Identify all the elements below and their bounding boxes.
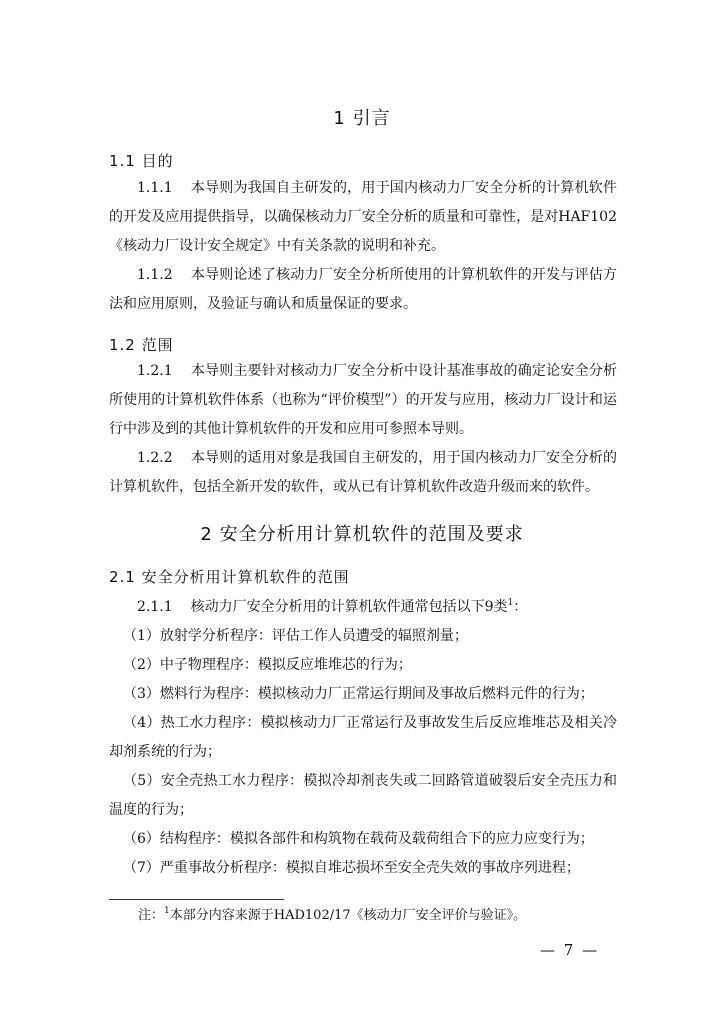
footnote-marker: 1 <box>507 598 514 608</box>
paragraph-end: ： <box>513 599 528 615</box>
chapter-1-title: 1 引言 <box>333 108 391 129</box>
paragraph-text: 核动力厂安全分析用的计算机软件通常包括以下9类 <box>190 599 508 615</box>
paragraph-1-1-2 <box>109 261 617 319</box>
paragraph-text: 本导则的适用对象是我国自主研发的，用于国内核动力厂安全分析的计算机软件，包括全新开发的软件，或从已有计算机软件改造升级而来的软件。 <box>109 450 617 495</box>
section-2-1-heading: 2.1 安全分析用计算机软件的范围 <box>109 568 350 586</box>
clause-number: 1.1.1 <box>137 180 173 196</box>
footnote-divider <box>109 899 284 900</box>
paragraph-text: 本导则主要针对核动力厂安全分析中设计基准事故的确定论安全分析所使用的计算机软件体系（也称为“评价模型”）的开发与应用，核动力厂设计和运行中涉及到的其他计算机软件的开发和应用可参照本导则。 <box>109 363 617 437</box>
chapter-2-title: 2 安全分析用计算机软件的范围及要求 <box>200 524 524 545</box>
footnote-text: 本部分内容来源于HAD102/17《核动力厂安全评价与验证》。 <box>169 908 527 923</box>
section-1-1-heading: 1.1 目的 <box>109 152 174 170</box>
paragraph-2-1-1 <box>109 593 617 622</box>
list-item: （5）安全壳热工水力程序：模拟冷却剂丧失或二回路管道破裂后安全壳压力和温度的行为； <box>109 773 617 818</box>
page-number: — 7 — <box>540 941 600 959</box>
list-item: （1）放射学分析程序：评估工作人员遭受的辐照剂量； <box>123 628 468 644</box>
clause-number: 1.1.2 <box>137 267 173 283</box>
footnote-number: 1 <box>164 906 170 916</box>
clause-number: 2.1.1 <box>137 599 173 615</box>
footnote <box>138 904 526 923</box>
list-item: （4）热工水力程序：模拟核动力厂正常运行及事故发生后反应堆堆芯及相关冷却剂系统的行为； <box>109 715 617 760</box>
paragraph-1-2-2 <box>109 444 617 502</box>
clause-number: 1.2.2 <box>137 450 173 466</box>
list-item: （2）中子物理程序：模拟反应堆堆芯的行为； <box>123 657 412 673</box>
paragraph-1-2-1 <box>109 357 617 444</box>
paragraph-text: 本导则为我国自主研发的，用于国内核动力厂安全分析的计算机软件的开发及应用提供指导，以确保核动力厂安全分析的质量和可靠性，是对HAF102《核动力厂设计安全规定》中有关条款的说明和补充。 <box>109 180 617 254</box>
list-item: （3）燃料行为程序：模拟核动力厂正常运行期间及事故后燃料元件的行为； <box>123 686 594 702</box>
clause-number: 1.2.1 <box>137 363 173 379</box>
section-1-2-heading: 1.2 范围 <box>109 336 174 354</box>
paragraph-text: 本导则论述了核动力厂安全分析所使用的计算机软件的开发与评估方法和应用原则，及验证与确认和质量保证的要求。 <box>109 267 617 312</box>
paragraph-1-1-1 <box>109 174 617 261</box>
list-item: （7）严重事故分析程序：模拟自堆芯损坏至安全壳失效的事故序列进程； <box>123 860 580 876</box>
list-item: （6）结构程序：模拟各部件和构筑物在载荷及载荷组合下的应力应变行为； <box>123 831 594 847</box>
footnote-prefix: 注： <box>138 908 165 923</box>
